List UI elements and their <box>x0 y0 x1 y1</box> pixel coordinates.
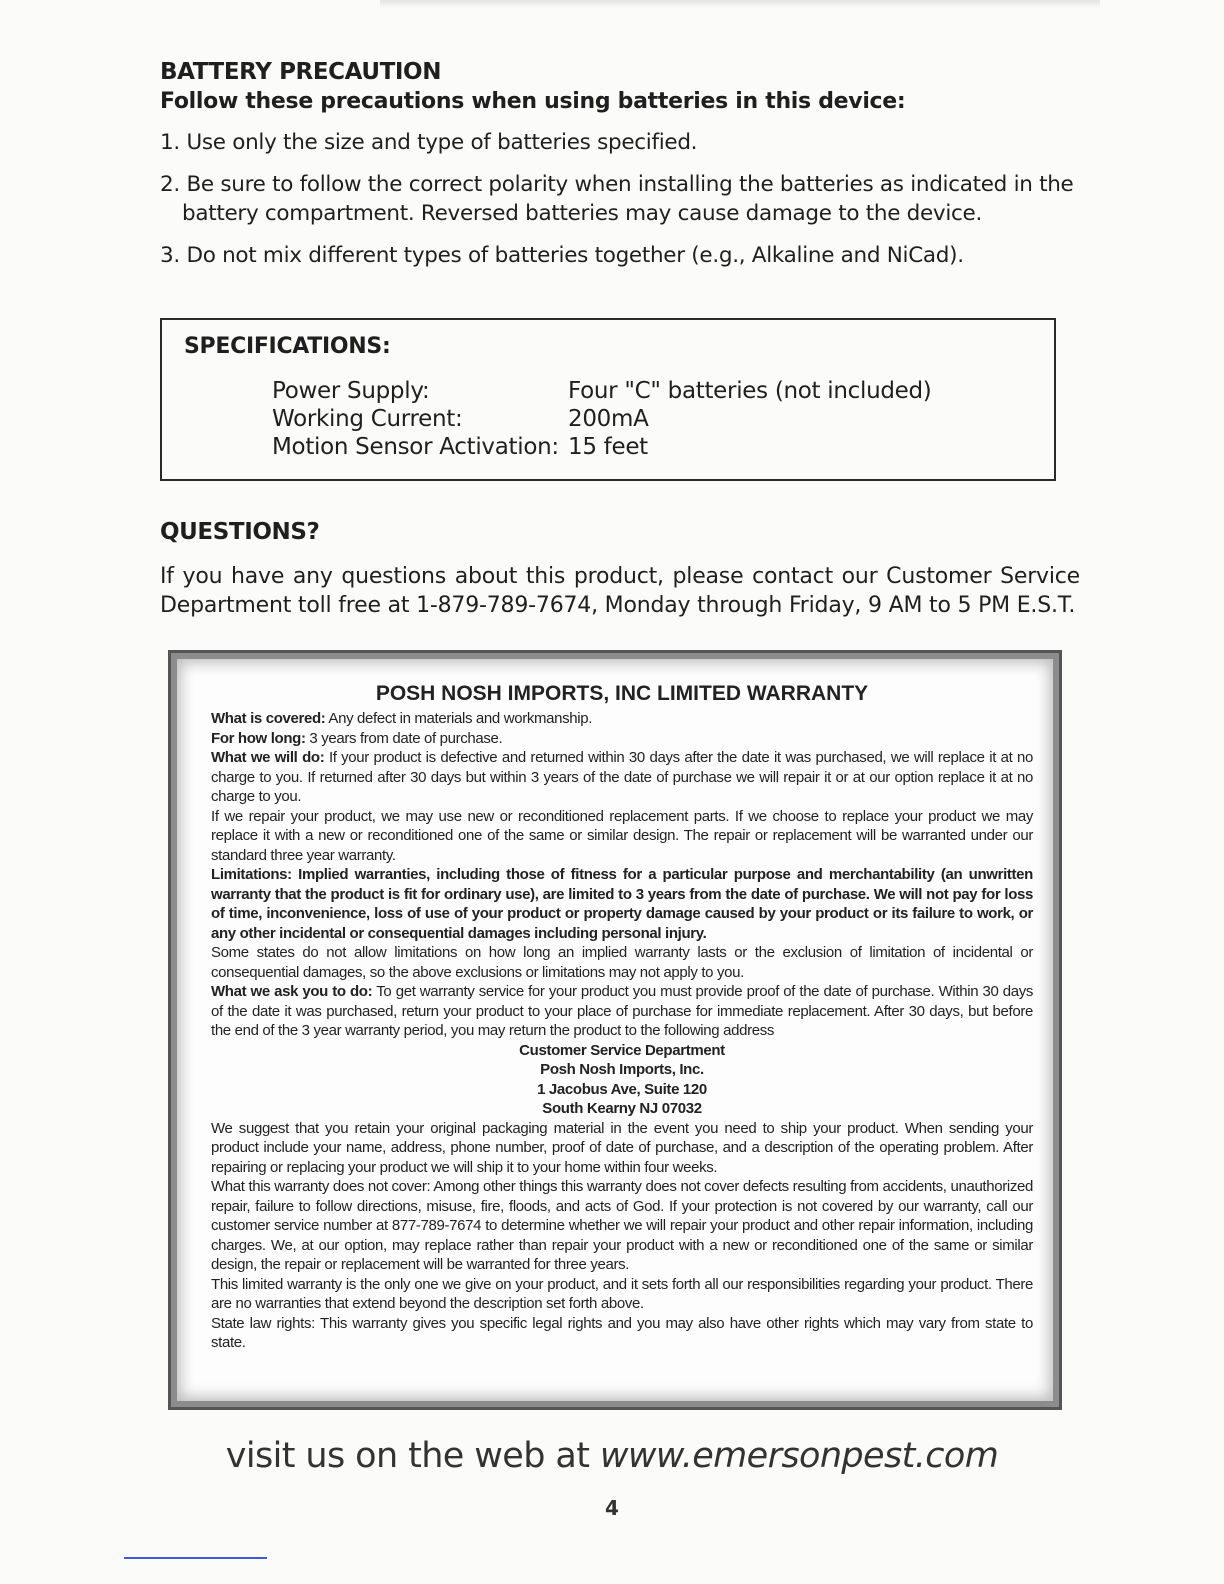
ask-text: To get warranty service for your product you must provide proof of the date of purchase. Within 30 days of the date it was purchased, return your product to your place of purchase for immediate replacement. After 30 days, but before the end of the 3 year warranty period, you may return the product to the following address <box>211 983 1034 1039</box>
website-link[interactable]: www.emersonpest.com <box>599 1436 999 1476</box>
specifications-box <box>160 318 1056 481</box>
warranty-limitations: Limitations: Implied warranties, including those of fitness for a particular purpose and merchantability (an unwritten warranty that the product is fit for ordinary use), are limited to 3 years from the date of purchase. We will not pay for loss of time, inconvenience, loss of use of your product or property damage caused by your product or its failure to work, or any other incidental or consequential damages including personal injury. <box>211 866 1033 942</box>
spec-value: 15 feet <box>568 434 648 460</box>
scan-mark <box>124 1557 267 1559</box>
warranty-how-long <box>211 729 1033 749</box>
page-number: 4 <box>605 1496 619 1520</box>
questions-body: If you have any questions about this product, please contact our Customer Service Department toll free at 1-879-789-7674, Monday through Friday, 9 AM to 5 PM E.S.T. <box>160 564 1080 618</box>
precaution-list <box>160 128 1100 270</box>
warranty-state-law: State law rights: This warranty gives you specific legal rights and you may also have other rights which may vary from state to state. <box>211 1314 1033 1351</box>
warranty-states: Some states do not allow limitations on how long an implied warranty lasts or the exclusion of limitation of incidental or consequential damages, so the above exclusions or limitations may not apply to you. <box>211 944 1033 981</box>
list-item: 2. Be sure to follow the correct polarity when installing the batteries as indicated in the battery compartment. Reversed batteries may cause damage to the device. <box>160 172 1074 226</box>
spec-row-power-supply <box>272 377 931 405</box>
address-line: Customer Service Department <box>519 1041 725 1059</box>
address-line: Posh Nosh Imports, Inc. <box>540 1061 704 1078</box>
warranty-repair: If we repair your product, we may use new or reconditioned replacement parts. If we choose to replace your product we may replace it with a new or reconditioned one of the same or similar design. The repair or replacement will be warranted under our standard three year warranty. <box>211 807 1033 864</box>
battery-precaution-section <box>160 58 1100 283</box>
footer-prefix: visit us on the web at <box>225 1436 600 1476</box>
warranty-title: POSH NOSH IMPORTS, INC LIMITED WARRANTY <box>375 682 869 705</box>
list-item: 1. Use only the size and type of batteries specified. <box>160 130 698 155</box>
warranty-ask <box>211 982 1033 1041</box>
warranty-only: This limited warranty is the only one we give on your product, and it sets forth all our responsibilities regarding your product. There are no warranties that extend beyond the description set forth above. <box>211 1275 1033 1312</box>
covered-text: Any defect in materials and workmanship. <box>325 710 593 727</box>
spec-label: Power Supply: <box>272 378 430 404</box>
warranty-suggest: We suggest that you retain your original packaging material in the event you need to ship your product. When sending your product include your name, address, phone number, proof of date of purchase, and a description of the operating problem. After repairing or replacing your product we will ship it to your home within four weeks. <box>211 1119 1033 1176</box>
battery-heading: BATTERY PRECAUTION <box>160 59 442 85</box>
spec-row-motion-sensor <box>272 433 648 461</box>
list-item: 3. Do not mix different types of batteries together (e.g., Alkaline and NiCad). <box>160 243 964 268</box>
battery-subheading: Follow these precautions when using batteries in this device: <box>160 89 906 114</box>
address-line: 1 Jacobus Ave, Suite 120 <box>537 1080 707 1098</box>
warranty-will-do <box>211 748 1033 807</box>
questions-section <box>160 518 1080 620</box>
covered-label: What is covered: <box>211 710 326 727</box>
howlong-label: For how long: <box>211 729 306 747</box>
willdo-text: If your product is defective and returned within 30 days after the date it was purchased, we will replace it at no charge to you. If returned after 30 days but within 3 years of the date of purchase we will repair it or at our option replace it at no charge to you. <box>211 749 1033 805</box>
address-line: South Kearny NJ 07032 <box>542 1100 702 1117</box>
howlong-text: 3 years from date of purchase. <box>305 729 503 747</box>
spec-label: Motion Sensor Activation: <box>272 434 559 460</box>
willdo-label: What we will do: <box>211 749 325 766</box>
spec-label: Working Current: <box>272 406 463 432</box>
spec-value: Four "C" batteries (not included) <box>568 378 932 404</box>
warranty-covered <box>211 709 1033 729</box>
spec-row-working-current <box>272 405 649 433</box>
specifications-title: SPECIFICATIONS: <box>184 334 391 359</box>
spec-value: 200mA <box>568 406 649 432</box>
warranty-content <box>211 681 1033 1353</box>
website-footer <box>0 1436 1224 1476</box>
warranty-not-cover: What this warranty does not cover: Among other things this warranty does not cover defects resulting from accidents, unauthorized repair, failure to follow directions, misuse, fire, floods, and acts of God. If your protection is not covered by our warranty, call our customer service number at 877-789-7674 to determine whether we will repair your product and other repair information, including charges. We, at our option, may replace rather than repair your product with a new or reconditioned one of the same or similar design, the repair or replacement will be warranted for three years. <box>211 1178 1033 1273</box>
warranty-box <box>168 650 1062 1410</box>
scan-shadow <box>380 0 1100 8</box>
questions-heading: QUESTIONS? <box>160 519 320 545</box>
ask-label: What we ask you to do: <box>211 983 373 1000</box>
